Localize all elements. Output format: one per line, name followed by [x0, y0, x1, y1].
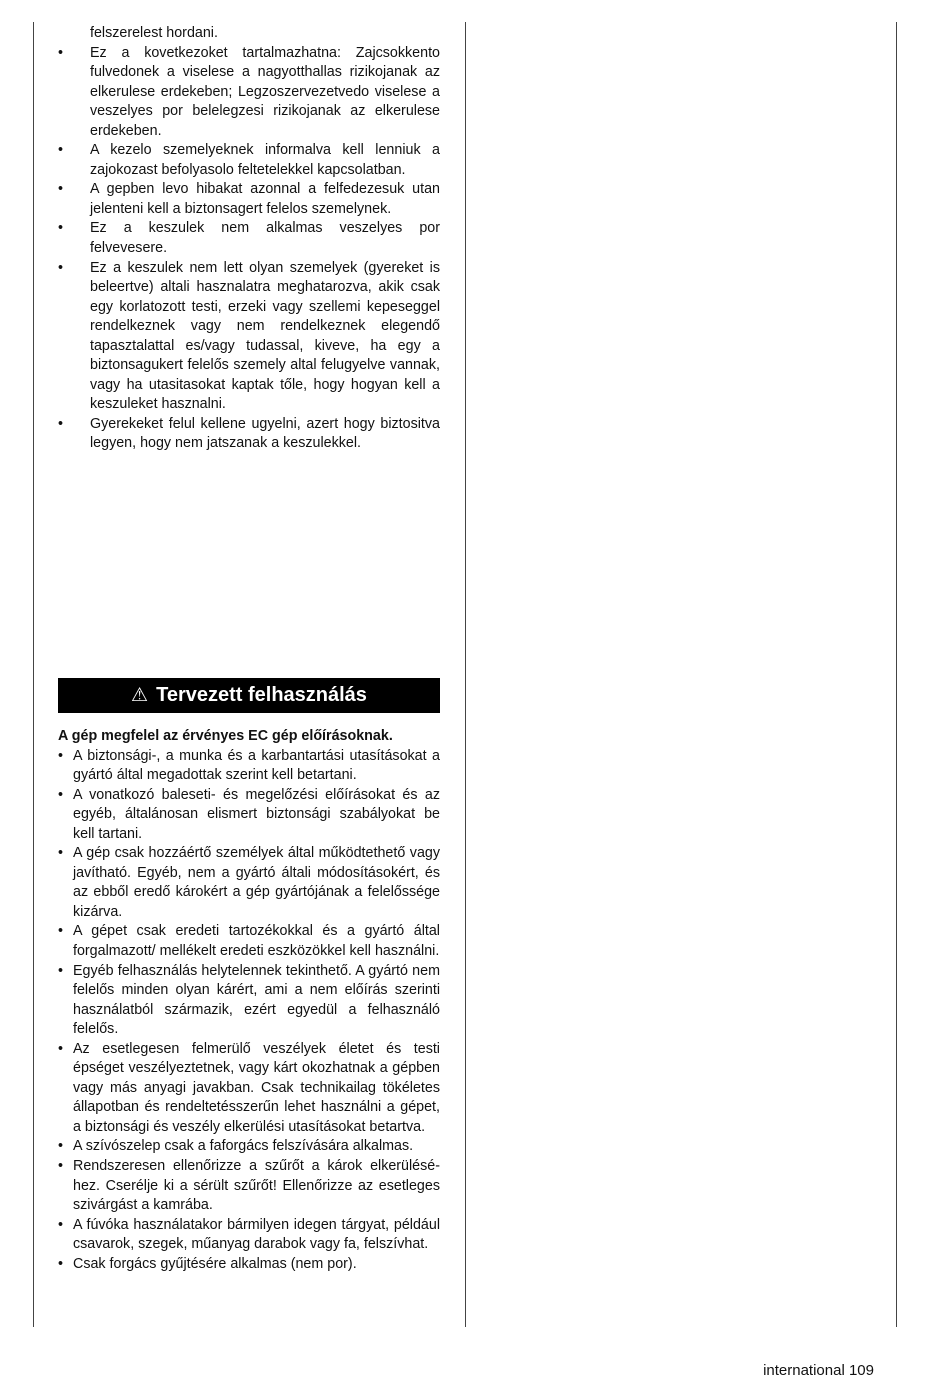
list-item [58, 141, 440, 180]
column-rule-middle [465, 22, 466, 1327]
bullet-icon: • [58, 845, 64, 862]
list-item [58, 1255, 440, 1275]
bullet-icon: • [58, 415, 64, 432]
list-item [58, 1157, 440, 1216]
intended-use-section [58, 727, 440, 1274]
column-rule-right [896, 22, 897, 1327]
bullet-icon: • [58, 142, 64, 159]
page-footer [763, 1362, 874, 1379]
bullet-icon: • [58, 1138, 64, 1155]
bullet-icon: • [58, 1255, 64, 1272]
intended-use-list [58, 747, 440, 1275]
footer-label: international [763, 1362, 845, 1379]
list-item-text: A fúvóka használatakor bármilyen idegen tárgyat, például csavarok, szegek, műanyag darabok vagy fa, felszívhat. [73, 1216, 440, 1253]
section-lead: A gép megfelel az érvényes EC gép előírásoknak. [58, 728, 393, 744]
list-item [58, 44, 440, 142]
list-item [58, 962, 440, 1040]
safety-notes-column [58, 24, 440, 454]
list-item-text: A gép csak hozzáértő személyek által működtethető vagy javítható. Egyéb, nem a gyártó általi módosításokért, és az ebből eredő károkért a gép gyártójának a felelőssége kizárva. [73, 845, 440, 920]
list-item [58, 747, 440, 786]
list-item [58, 1137, 440, 1157]
bullet-icon: • [58, 1158, 64, 1175]
bullet-icon: • [58, 747, 64, 764]
list-item [58, 219, 440, 258]
list-item-text: A gepben levo hibakat azonnal a felfedezesuk utan jelenteni kell a biztonsagert felelos szemelynek. [90, 181, 440, 217]
bullet-icon: • [58, 962, 64, 979]
list-item-text: A szívószelep csak a faforgács felszívására alkalmas. [73, 1138, 414, 1155]
safety-notes-list [58, 44, 440, 454]
section-heading [58, 678, 440, 713]
list-item-text: Ez a keszulek nem alkalmas veszelyes por felvevesere. [90, 220, 440, 257]
bullet-icon: • [58, 1216, 64, 1233]
list-item [58, 415, 440, 454]
list-item [58, 259, 440, 415]
list-item [58, 180, 440, 219]
list-item-text: Rendszeresen ellenőrizze a szűrőt a károk elkerülésé-hez. Cserélje ki a sérült szűrőt! Ellenőrizze az esetleges szivárgást a kamrába. [73, 1158, 440, 1214]
list-item [58, 786, 440, 845]
list-item-text: Egyéb felhasználás helytelennek tekinthető. A gyártó nem felelős minden olyan kárért, ami a nem előírás szerinti használatból származik, ezért egyedül a felhasználó felelős. [73, 962, 440, 1038]
bullet-icon: • [58, 220, 64, 237]
list-item-text: A kezelo szemelyeknek informalva kell lenniuk a zajokozast befolyasolo feltetelekkel kapcsolatban. [90, 142, 440, 178]
page-number: 109 [848, 1362, 874, 1379]
bullet-icon: • [58, 181, 64, 198]
list-item-text: Az esetlegesen felmerülő veszélyek életet és testi épséget veszélyeztetnek, vagy kárt okozhatnak a gépben vagy más anyagi javakban. Csak technikailag tökéletes állapotban és rendeltetésszerűn lehet használni a gépet, a biztonsági és veszély elkerülési utasításokat betartva. [73, 1040, 440, 1135]
list-item [58, 1216, 440, 1255]
bullet-icon: • [58, 786, 64, 803]
section-title: Tervezett felhasználás [156, 684, 367, 706]
list-item [58, 844, 440, 922]
list-item-text: Ez a keszulek nem lett olyan szemelyek (gyereket is beleertve) altali hasznalatra meghatarozva, akik csak egy korlatozott testi, erzeki vagy szellemi kepeseggel rendelkeznek vagy nem rendelkeznek elegendő tapasztalattal es/vagy tudassal, kiveve, ha egy a biztonsagukert felelős szemely altal felugyelve vannak, vagy ha utasitasokat kaptak tőle, hogy hogyan kell a keszuleket hasznalni. [90, 259, 440, 413]
list-item-text: Csak forgács gyűjtésére alkalmas (nem por). [73, 1255, 357, 1272]
continued-text: felszerelest hordani. [90, 25, 218, 41]
list-item-text: A vonatkozó baleseti- és megelőzési előírásokat és az egyéb, általánosan elismert biztonsági szabályokat be kell tartani. [73, 786, 440, 842]
bullet-icon: • [58, 1040, 64, 1057]
list-item-text: Gyerekeket felul kellene ugyelni, azert hogy biztositva legyen, hogy nem jatszanak a keszulekkel. [90, 415, 440, 452]
list-item-text: A gépet csak eredeti tartozékokkal és a gyártó által forgalmazott/ mellékelt eredeti eszközökkel kell használni. [73, 923, 440, 960]
bullet-icon: • [58, 259, 64, 276]
bullet-icon: • [58, 923, 64, 940]
bullet-icon: • [58, 44, 64, 61]
list-item [58, 1040, 440, 1138]
list-item [58, 922, 440, 961]
column-rule-left [33, 22, 34, 1327]
warning-icon: ⚠ [131, 685, 149, 706]
list-item-text: A biztonsági-, a munka és a karbantartási utasításokat a gyártó által megadottak szerint kell betartani. [73, 747, 440, 784]
list-item-text: Ez a kovetkezoket tartalmazhatna: Zajcsokkento fulvedonek a viselese a nagyotthallas rizikojanak az elkerulese erdekeben; Legzoszervezetvedo viselese a veszelyes por belelegzesi rizikojanak az elkerulese erdekeben. [90, 44, 440, 139]
